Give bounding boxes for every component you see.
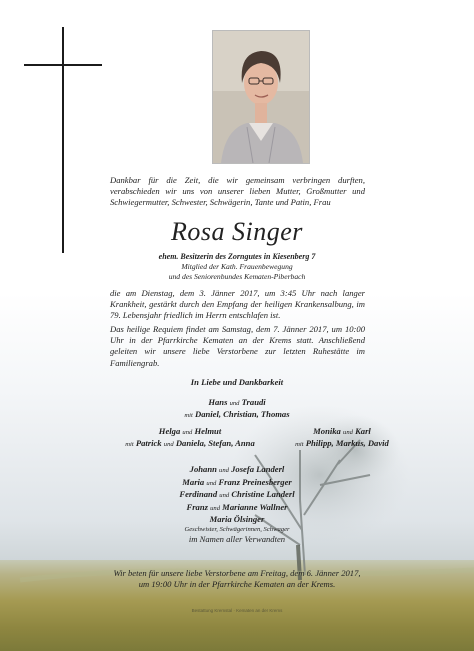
prayer-notice bbox=[0, 568, 474, 590]
membership-line: Mitglied der Kath. Frauenbewegung bbox=[181, 262, 293, 271]
conjunction: mit bbox=[295, 441, 304, 449]
sibling-name: Maria bbox=[182, 476, 205, 487]
closing-line: In Liebe und Dankbarkeit bbox=[190, 377, 284, 387]
sibling-name: Johann bbox=[189, 464, 217, 474]
requiem-notice: Das heilige Requiem findet am Samstag, dem 7. Jänner 2017, um 10:00 Uhr in der Pfarrkirche Kematen an der Krems statt. Anschließend geleiten wir unsere liebe Verstorbene zur letzten Ruhestätte im Familiengrab. bbox=[110, 324, 365, 368]
family-name: Helga bbox=[158, 426, 181, 436]
conjunction: und bbox=[206, 479, 217, 487]
footer-imprint: Bestattung Kremstal · Kematen an der Krems bbox=[191, 608, 283, 613]
family-name: Karl bbox=[355, 426, 371, 436]
family-name: Traudi bbox=[241, 397, 266, 407]
family-name: Hans bbox=[208, 397, 228, 407]
family-name: Monika bbox=[313, 426, 341, 436]
sibling-name: Franz bbox=[186, 501, 208, 512]
prayer-line: um 19:00 Uhr in der Pfarrkirche Kematen an der Krems. bbox=[138, 579, 336, 590]
conjunction: und bbox=[219, 492, 230, 500]
sibling-name: Christine Landerl bbox=[231, 489, 295, 500]
conjunction: und bbox=[182, 429, 193, 436]
siblings-note: Geschwister, Schwägerinnen, Schwager bbox=[184, 525, 290, 533]
conjunction: und bbox=[343, 429, 353, 436]
siblings-list bbox=[0, 464, 474, 536]
sibling-name: Maria Ölsinger bbox=[209, 514, 265, 525]
cross-horizontal-bar bbox=[24, 64, 102, 66]
conjunction: und bbox=[163, 441, 174, 449]
sibling-line bbox=[0, 477, 474, 490]
sibling-name: Marianne Wallner bbox=[222, 501, 288, 512]
sibling-line bbox=[0, 514, 474, 525]
membership-line: und des Seniorenbundes Kematen-Piberbach bbox=[168, 271, 306, 281]
conjunction: mit bbox=[125, 441, 134, 449]
relatives-line: im Namen aller Verwandten bbox=[188, 534, 286, 544]
portrait-photo bbox=[212, 30, 310, 164]
sibling-line bbox=[0, 489, 474, 502]
grandchildren: Patrick bbox=[135, 438, 162, 449]
sibling-line bbox=[0, 502, 474, 515]
prayer-line: Wir beten für unsere liebe Verstorbene am Freitag, dem 6. Jänner 2017, bbox=[113, 568, 361, 578]
conjunction: und bbox=[219, 467, 229, 474]
conjunction: und bbox=[210, 504, 221, 512]
sibling-name: Ferdinand bbox=[179, 489, 218, 500]
sibling-name: Franz Preinesberger bbox=[218, 476, 292, 487]
family-name: Helmut bbox=[194, 426, 222, 436]
family-entry bbox=[110, 426, 270, 450]
conjunction: und bbox=[229, 400, 240, 407]
membership-block bbox=[0, 262, 474, 281]
grandchildren: Philipp, Markus, David bbox=[305, 438, 389, 449]
grandchildren: Daniel, Christian, Thomas bbox=[195, 409, 290, 420]
sibling-line bbox=[0, 464, 474, 477]
sibling-name: Josefa Landerl bbox=[231, 464, 285, 474]
deceased-name: Rosa Singer bbox=[171, 217, 303, 246]
conjunction: mit bbox=[184, 412, 193, 420]
name-subtitle: ehem. Besitzerin des Zorngutes in Kiesenberg 7 bbox=[158, 252, 316, 261]
family-entry bbox=[0, 397, 474, 421]
family-entry bbox=[272, 426, 412, 450]
intro-text: Dankbar für die Zeit, die wir gemeinsam verbringen durften, verabschieden wir uns von unserer lieben Mutter, Großmutter und Schwiegermutter, Schwester, Schwägerin, Tante und Patin, Frau bbox=[110, 175, 365, 208]
death-notice: die am Dienstag, dem 3. Jänner 2017, um 3:45 Uhr nach langer Krankheit, gestärkt durch den Empfang der heiligen Krankensalbung, im 79. Lebensjahr friedlich im Herrn entschlafen ist. bbox=[110, 288, 365, 321]
grandchildren: Daniela, Stefan, Anna bbox=[175, 438, 255, 449]
